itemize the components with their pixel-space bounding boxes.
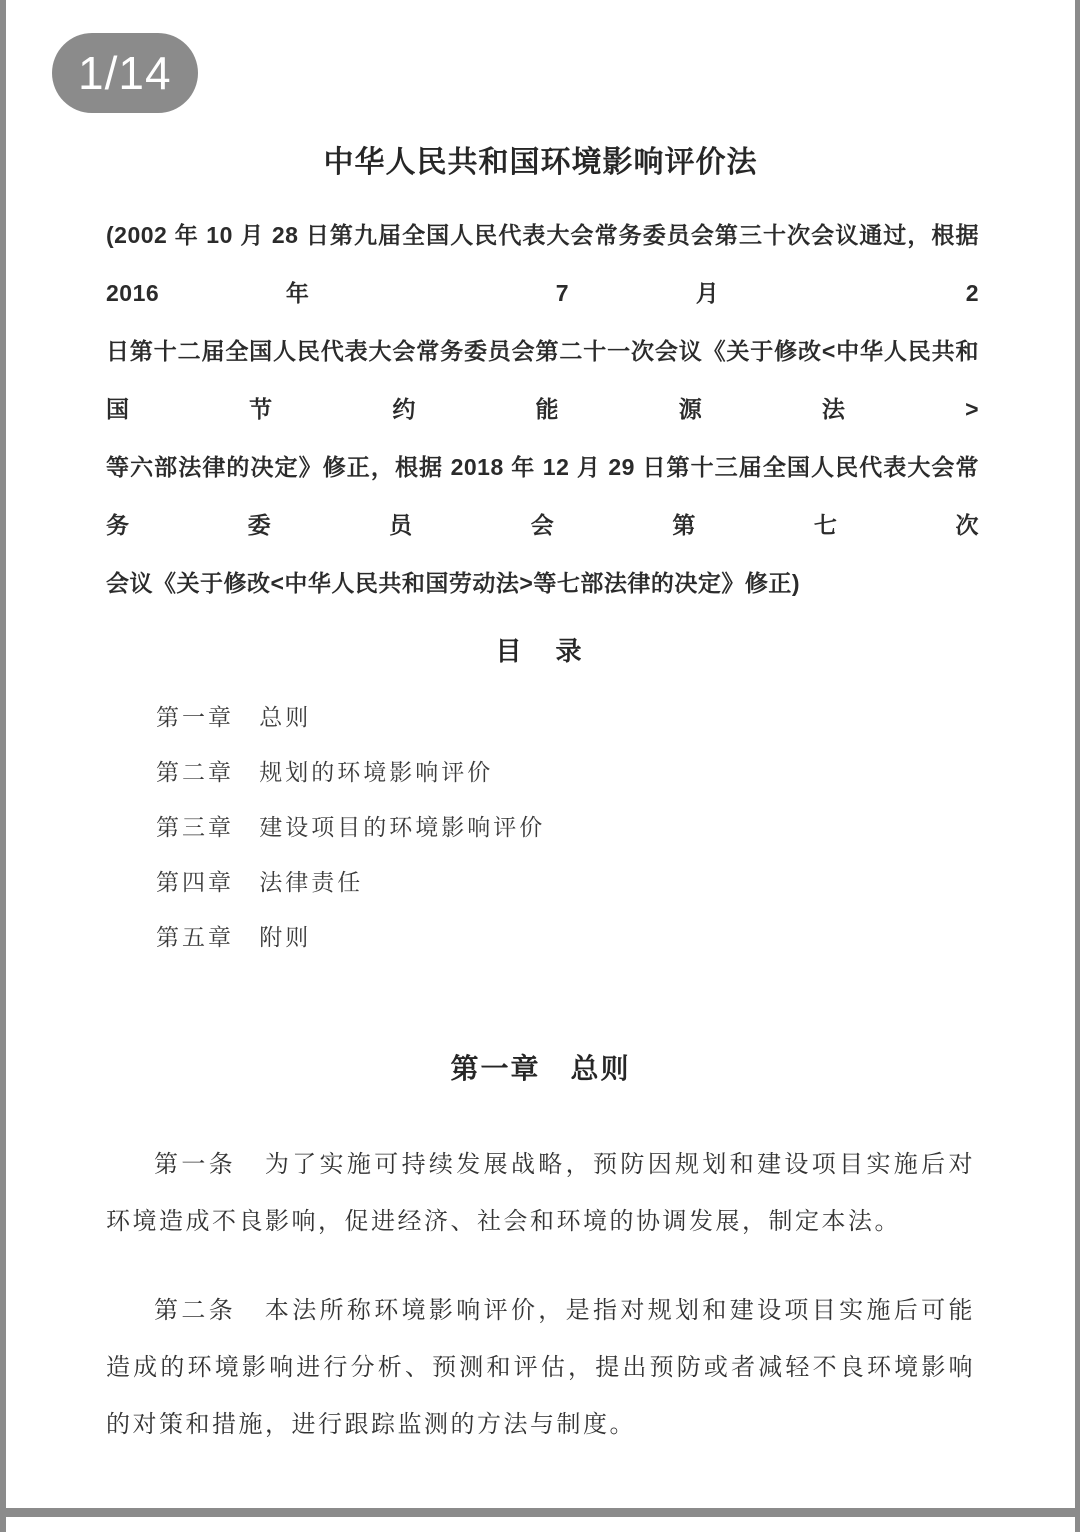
document-title: 中华人民共和国环境影响评价法 bbox=[323, 146, 758, 179]
article-1 bbox=[106, 1137, 975, 1251]
preamble-line-2: 日第十二届全国人民代表大会常务委员会第二十一次会议《关于修改<中华人民共和国节约能源法> bbox=[106, 338, 979, 422]
preamble-line-1: (2002 年 10 月 28 日第九届全国人民代表大会常务委员会第三十次会议通过，根据 2016 年 7 月 2 bbox=[106, 222, 979, 306]
toc-chapter-title: 附则 bbox=[259, 925, 312, 950]
preamble-line-3: 等六部法律的决定》修正，根据 2018 年 12 月 29 日第十三届全国人民代表大会常务委员会第七次 bbox=[106, 454, 979, 538]
toc-item-chapter-3 bbox=[156, 800, 1075, 855]
article-1-text: 为了实施可持续发展战略，预防因规划和建设项目实施后对环境造成不良影响，促进经济、社会和环境的协调发展，制定本法。 bbox=[106, 1152, 976, 1235]
toc-item-chapter-4 bbox=[156, 855, 1075, 910]
article-2 bbox=[106, 1283, 975, 1454]
page-2-top-edge bbox=[6, 1517, 1075, 1532]
toc-chapter-label: 第五章 bbox=[156, 925, 234, 950]
toc-chapter-label: 第一章 bbox=[156, 705, 234, 730]
toc-chapter-title: 建设项目的环境影响评价 bbox=[259, 815, 546, 840]
article-2-text: 本法所称环境影响评价，是指对规划和建设项目实施后可能造成的环境影响进行分析、预测和评估，提出预防或者减轻不良环境影响的对策和措施，进行跟踪监测的方法与制度。 bbox=[106, 1298, 976, 1438]
preamble bbox=[106, 206, 979, 612]
table-of-contents bbox=[156, 690, 1075, 965]
page-1 bbox=[6, 0, 1075, 1508]
page-separator bbox=[0, 1508, 1080, 1517]
toc-chapter-title: 法律责任 bbox=[259, 870, 364, 895]
toc-chapter-title: 规划的环境影响评价 bbox=[259, 760, 494, 785]
toc-item-chapter-2 bbox=[156, 745, 1075, 800]
preamble-line-4: 会议《关于修改<中华人民共和国劳动法>等七部法律的决定》修正) bbox=[106, 570, 801, 596]
toc-chapter-label: 第二章 bbox=[156, 760, 234, 785]
toc-chapter-label: 第四章 bbox=[156, 870, 234, 895]
toc-chapter-title: 总则 bbox=[259, 705, 312, 730]
toc-item-chapter-5 bbox=[156, 910, 1075, 965]
toc-chapter-label: 第三章 bbox=[156, 815, 234, 840]
page-indicator-badge: 1/14 bbox=[52, 33, 198, 113]
chapter-1-heading: 第一章 总则 bbox=[450, 1053, 631, 1084]
article-1-label: 第一条 bbox=[154, 1152, 237, 1178]
toc-heading: 目 录 bbox=[495, 636, 586, 666]
article-2-label: 第二条 bbox=[154, 1298, 237, 1324]
toc-item-chapter-1 bbox=[156, 690, 1075, 745]
